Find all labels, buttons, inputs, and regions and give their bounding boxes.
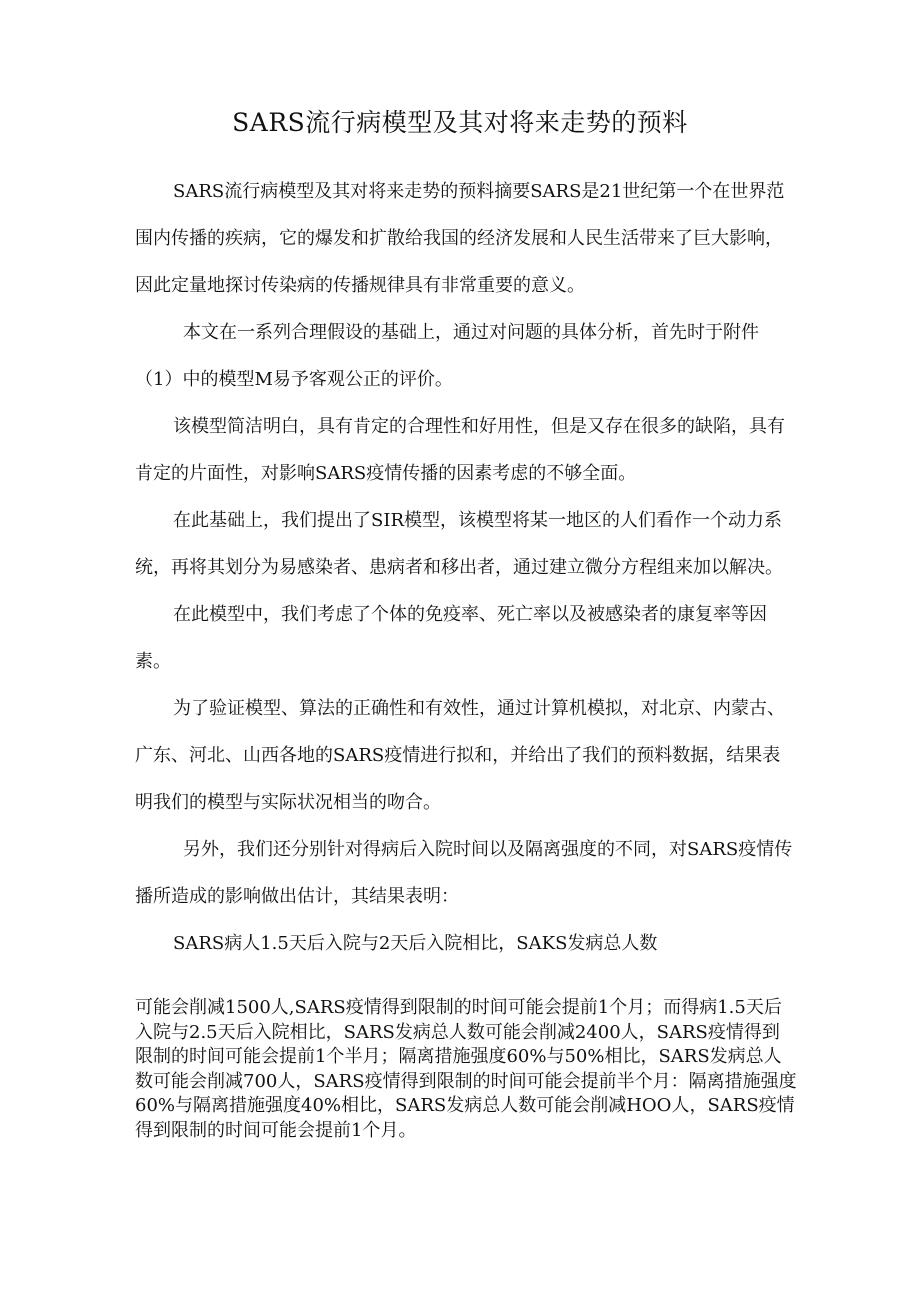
paragraph-abstract: SARS流行病模型及其对将来走势的预料摘要SARS是21世纪第一个在世界范围内传播的疾病，它的爆发和扩散给我国的经济发展和人民生活带来了巨大影响，因此定量地探讨传染病的传播规律具有非常重要的意义。 — [135, 181, 785, 296]
paragraph-evaluation: 本文在一系列合理假设的基础上，通过对问题的具体分析，首先时于附件（1）中的模型M易予客观公正的评价。 — [135, 322, 759, 390]
paragraph-estimation: 另外，我们还分别针对得病后入院时间以及隔离强度的不同，对SARS疫情传播所造成的影响做出估计，其结果表明： — [135, 839, 793, 907]
paragraph-results-detail: 可能会削减1500人,SARS疫情得到限制的时间可能会提前1个月；而得病1.5天后入院与2.5天后入院相比，SARS发病总人数可能会削减2400人，SARS疫情得到限制的时间可能会提前1个半月；隔离措施强度60%与50%相比，SARS发病总人数可能会削减700人，SARS疫情得到限制的时间可能会提前半个月：隔离措施强度60%与隔离措施强度40%相比，SARS发病总人数可能会削减HOO人，SARS疫情得到限制的时间可能会提前1个月。 — [135, 997, 797, 1141]
paragraph-sir-model: 在此基础上，我们提出了SIR模型，该模型将某一地区的人们看作一个动力系统，再将其划分为易感染者、患病者和移出者，通过建立微分方程组来加以解决。 — [135, 510, 783, 578]
document-title: SARS流行病模型及其对将来走势的预料 — [232, 108, 688, 137]
paragraph-model-critique: 该模型简洁明白，具有肯定的合理性和好用性，但是又存在很多的缺陷，具有肯定的片面性，对影响SARS疫情传播的因素考虑的不够全面。 — [135, 416, 785, 484]
paragraph-validation: 为了验证模型、算法的正确性和有效性，通过计算机模拟，对北京、内蒙古、广东、河北、山西各地的SARS疫情进行拟和，并给出了我们的预料数据，结果表明我们的模型与实际状况相当的吻合。 — [135, 698, 785, 813]
paragraph-factors: 在此模型中，我们考虑了个体的免疫率、死亡率以及被感染者的康复率等因素。 — [135, 604, 767, 672]
paragraph-results-lead: SARS病人1.5天后入院与2天后入院相比，SAKS发病总人数 — [173, 933, 658, 954]
